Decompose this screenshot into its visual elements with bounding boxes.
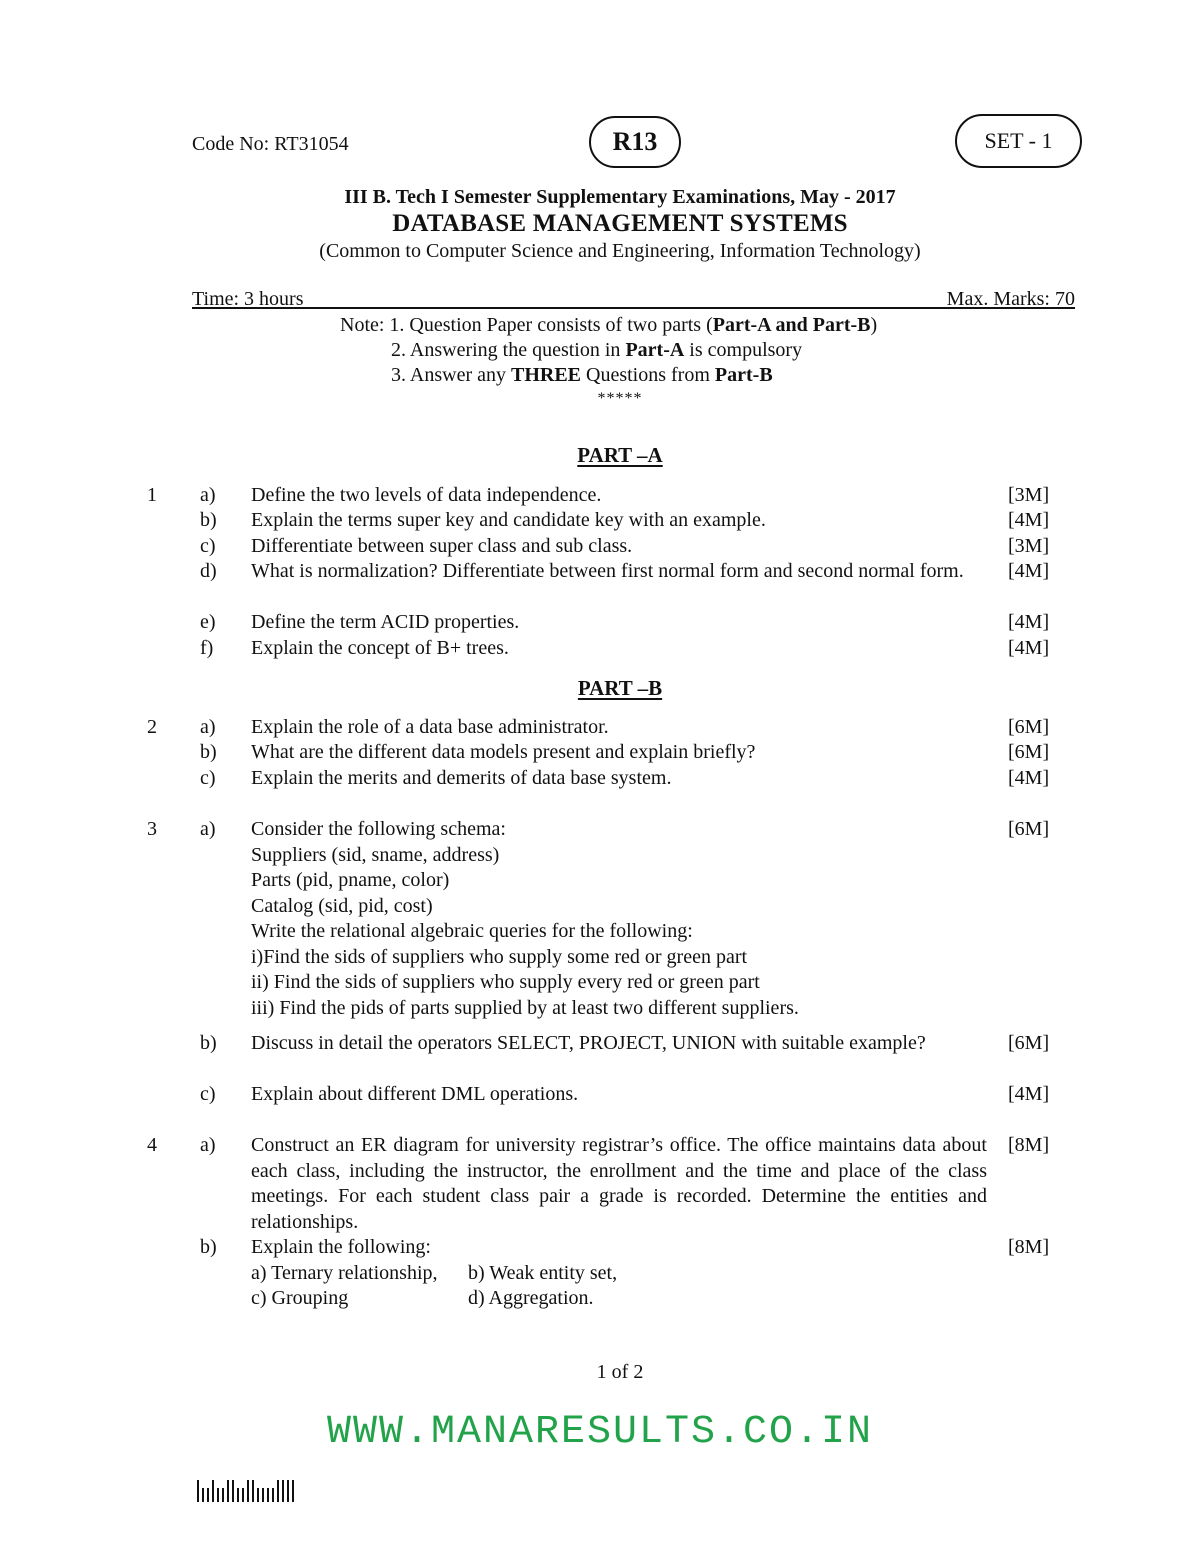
subject-title: DATABASE MANAGEMENT SYSTEMS (392, 210, 848, 237)
note-line-3: 3. Answer any THREE Questions from Part-B (391, 364, 773, 386)
exam-duration: Time: 3 hours (192, 288, 304, 310)
question-number: 1 (147, 484, 157, 506)
note-line-2: 2. Answering the question in Part-A is compulsory (391, 339, 803, 361)
code-number: Code No: RT31054 (192, 133, 349, 155)
question-4b-text: Explain the following: a) Ternary relationship, b) Weak entity set, c) Grouping d) Aggregation. (251, 1236, 618, 1309)
stars-separator: ***** (597, 390, 643, 407)
max-marks: Max. Marks: 70 (946, 288, 1075, 310)
header-rule (192, 307, 1075, 309)
part-b-heading: PART –B (577, 676, 663, 700)
note-line-1: Note: 1. Question Paper consists of two parts (Part-A and Part-B) (340, 314, 878, 336)
question-number: 3 (147, 818, 157, 840)
barcode-mark (197, 1476, 297, 1502)
question-number: 4 (147, 1134, 157, 1156)
question-number: 2 (147, 716, 157, 738)
website-watermark[interactable]: WWW.MANARESULTS.CO.IN (326, 1410, 874, 1455)
regulation-badge: R13 (589, 116, 681, 168)
part-a-heading: PART –A (577, 443, 663, 467)
common-to-line: (Common to Computer Science and Engineering, Information Technology) (319, 240, 921, 262)
exam-title: III B. Tech I Semester Supplementary Examinations, May - 2017 (344, 186, 896, 208)
page-number: 1 of 2 (596, 1361, 644, 1383)
schema-question-text: Consider the following schema: Suppliers (sid, sname, address) Parts (pid, pname, color) Catalog (sid, pid, cost) Write the relational algebraic queries for the following: i)Find the sids of suppliers who supply some red or green part ii) Find the sids of suppliers who supply every red or green part iii) Find the pids of parts supplied by at least two different suppliers. (251, 818, 799, 1019)
set-badge: SET - 1 (955, 114, 1082, 168)
